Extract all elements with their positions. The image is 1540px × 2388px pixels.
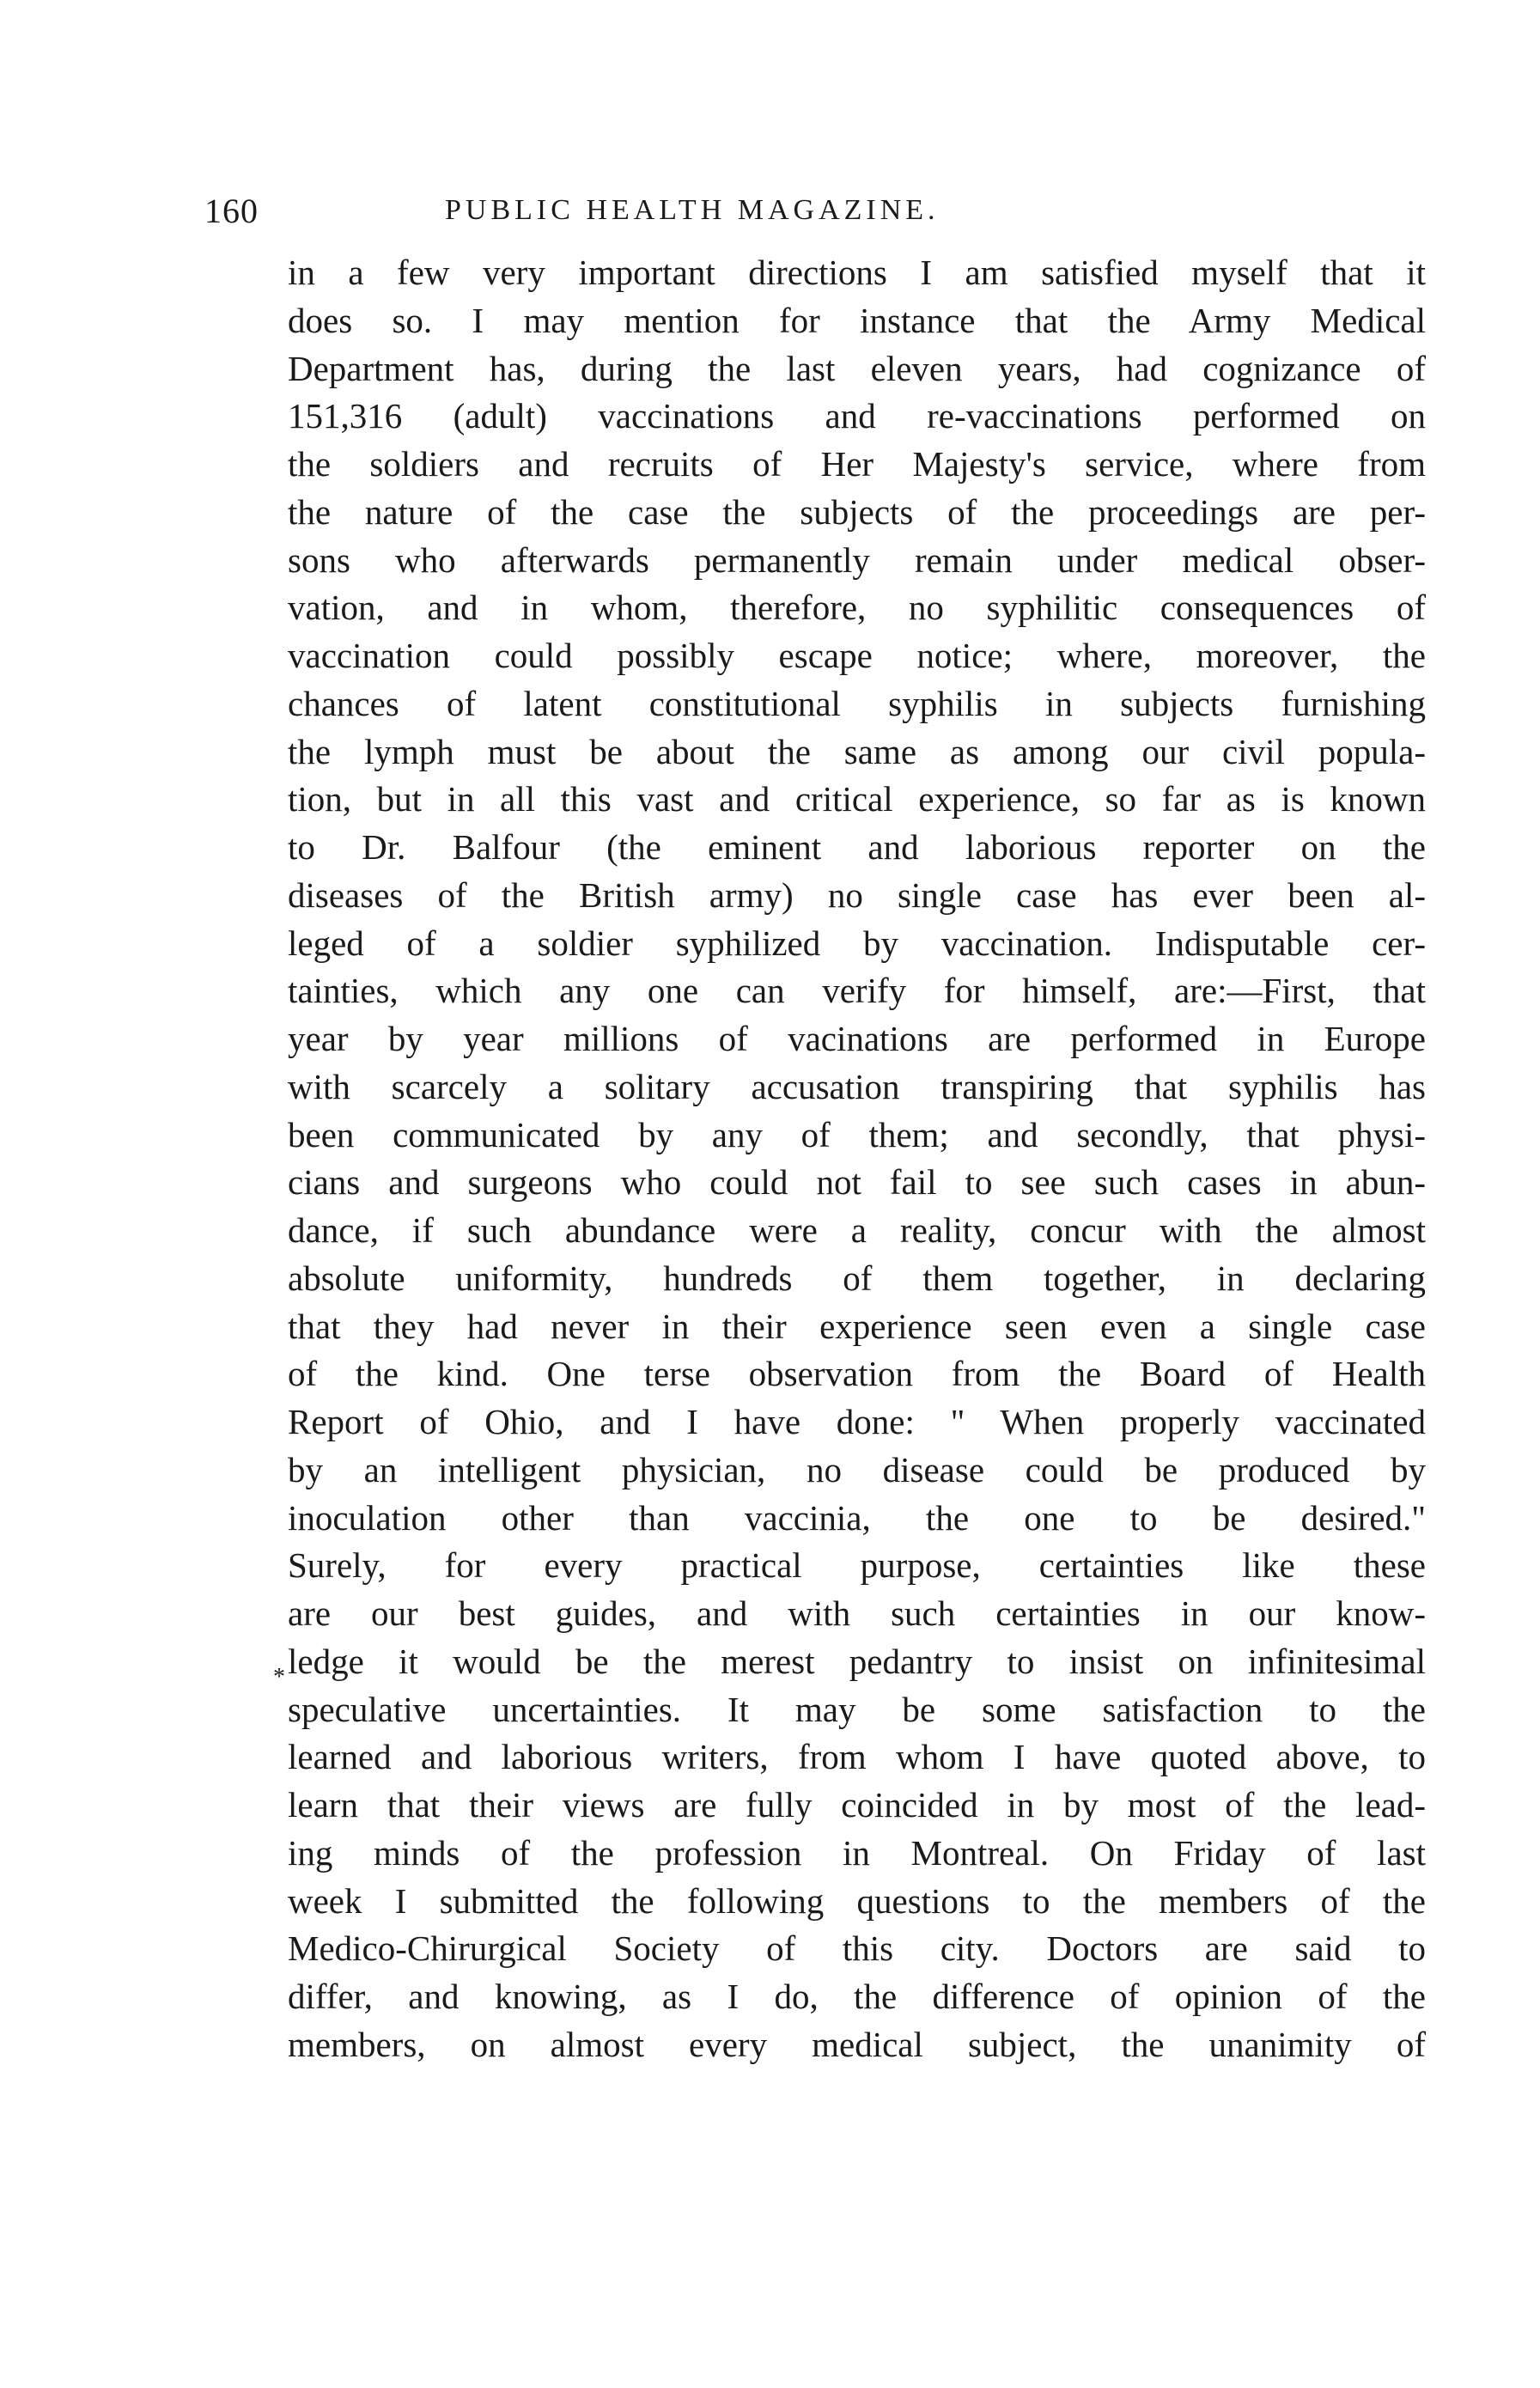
text-line: year by year millions of vacinations are performed in Europe xyxy=(288,1019,1426,1058)
text-line: ing minds of the profession in Montreal. On Friday of last xyxy=(288,1832,1426,1873)
text-line: differ, and knowing, as I do, the difference of opinion of the xyxy=(288,1977,1426,2016)
text-line: Department has, during the last eleven years, had cognizance of xyxy=(288,348,1426,388)
text-line: are our best guides, and with such certainties in our know- xyxy=(288,1593,1426,1633)
text-line: tainties, which any one can verify for himself, are:—First, that xyxy=(288,971,1426,1011)
text-line: absolute uniformity, hundreds of them together, in declaring xyxy=(288,1258,1426,1298)
text-line: dance, if such abundance were a reality, concur with the almost xyxy=(288,1210,1426,1250)
text-line: chances of latent constitutional syphilis in subjects furnishing xyxy=(288,683,1426,723)
text-line: Medico-Chirurgical Society of this city. Doctors are said to xyxy=(288,1928,1426,1969)
text-line: learned and laborious writers, from whom I have quoted above, to xyxy=(288,1737,1426,1777)
text-line: the nature of the case the subjects of the proceedings are per- xyxy=(288,491,1426,532)
text-line: in a few very important directions I am satisfied myself that it xyxy=(288,253,1426,292)
text-line: does so. I may mention for instance that the Army Medical xyxy=(288,300,1426,340)
body-text xyxy=(288,249,1426,2069)
page-header xyxy=(204,191,1424,242)
text-line: Report of Ohio, and I have done: " When properly vaccinated xyxy=(288,1402,1426,1441)
text-line: diseases of the British army) no single case has ever been al- xyxy=(288,874,1426,915)
text-line: speculative uncertainties. It may be some satisfaction to the xyxy=(288,1689,1426,1729)
text-line: that they had never in their experience seen even a single case xyxy=(288,1306,1426,1346)
text-line: the soldiers and recruits of Her Majesty's service, where from xyxy=(288,444,1426,484)
text-line: week I submitted the following questions to the members of the xyxy=(288,1880,1426,1921)
text-line: been communicated by any of them; and secondly, that physi- xyxy=(288,1114,1426,1154)
text-line: tion, but in all this vast and critical experience, so far as is known xyxy=(288,779,1426,819)
running-title: PUBLIC HEALTH MAGAZINE. xyxy=(445,194,940,226)
text-line: the lymph must be about the same as among our civil popula- xyxy=(288,731,1426,771)
text-line: to Dr. Balfour (the eminent and laborious reporter on the xyxy=(288,827,1426,867)
page-number: 160 xyxy=(204,192,259,230)
text-line: sons who afterwards permanently remain under medical obser- xyxy=(288,539,1426,580)
text-line: members, on almost every medical subject, the unanimity of xyxy=(288,2024,1426,2064)
text-line: cians and surgeons who could not fail to see such cases in abun- xyxy=(288,1162,1426,1203)
text-line: ledge it would be the merest pedantry to insist on infinitesimal xyxy=(288,1641,1426,1681)
text-line: inoculation other than vaccinia, the one to be desired." xyxy=(288,1497,1426,1538)
text-line: 151,316 (adult) vaccinations and re-vaccinations performed on xyxy=(288,396,1426,436)
text-line: leged of a soldier syphilized by vaccination. Indisputable cer- xyxy=(288,923,1426,963)
text-line: vation, and in whom, therefore, no syphilitic consequences of xyxy=(288,588,1426,628)
text-line: learn that their views are fully coincided in by most of the lead- xyxy=(288,1785,1426,1825)
text-line: of the kind. One terse observation from the Board of Health xyxy=(288,1354,1426,1394)
text-line: with scarcely a solitary accusation transpiring that syphilis has xyxy=(288,1066,1426,1106)
text-line: vaccination could possibly escape notice; where, moreover, the xyxy=(288,636,1426,675)
margin-mark: * xyxy=(273,1664,285,1690)
text-line: by an intelligent physician, no disease could be produced by xyxy=(288,1449,1426,1489)
text-line: Surely, for every practical purpose, certainties like these xyxy=(288,1545,1426,1586)
